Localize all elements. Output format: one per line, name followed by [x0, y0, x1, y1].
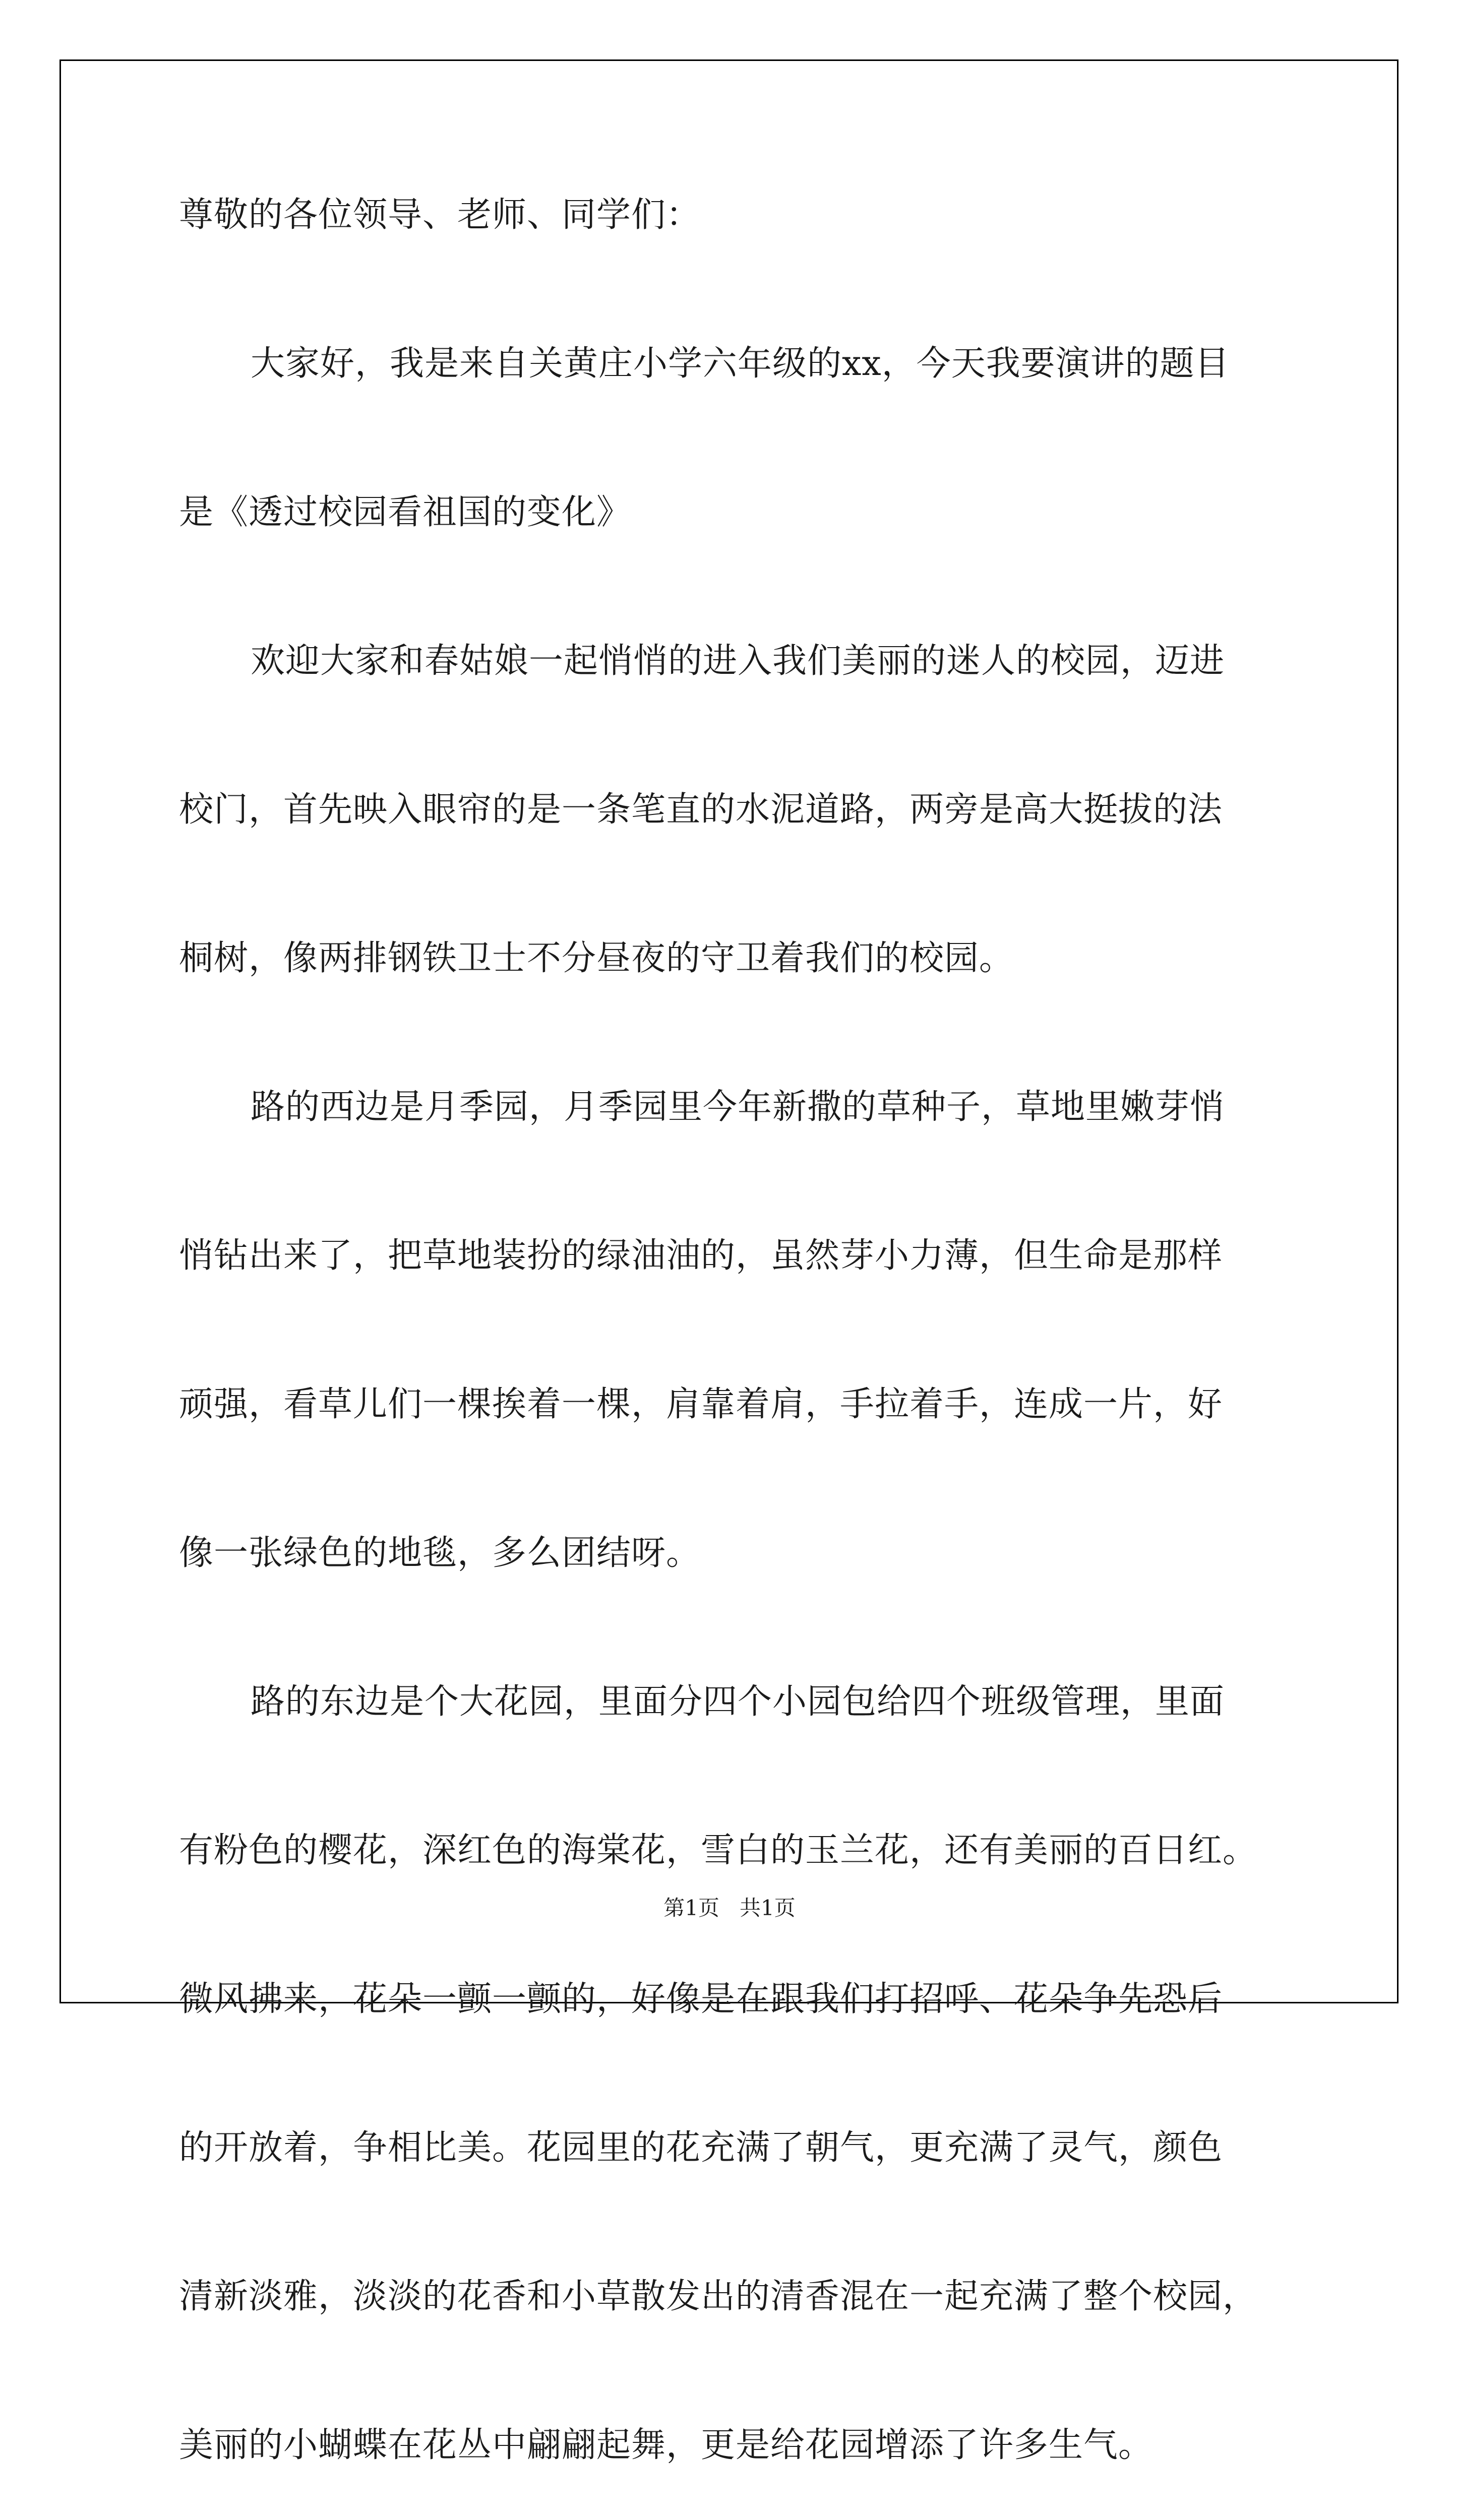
text-line: 路的西边是月季园，月季园里今年新撒的草种子，草地里嫩芽悄 [251, 1087, 1225, 1127]
text-line: 顽强，看草儿们一棵挨着一棵，肩靠着肩，手拉着手，连成一片，好 [179, 1384, 1223, 1424]
text-line: 是《透过校园看祖国的变化》 [179, 492, 632, 532]
text-line: 清新淡雅，淡淡的花香和小草散发出的清香混在一起充满了整个校园， [179, 2277, 1258, 2316]
text-line: 悄钻出来了，把草地装扮的绿油油的，虽然芽小力薄，但生命是那样 [179, 1236, 1223, 1276]
text-line: 欢迎大家和春姑娘一起悄悄的进入我们美丽的迷人的校园，迈进 [251, 641, 1225, 681]
page-footer [0, 1895, 1459, 1921]
page-number-current: 第1页 [663, 1896, 719, 1920]
text-line: 尊敬的各位领导、老师、同学们： [179, 195, 701, 235]
text-line: 像一张绿色的地毯，多么团结呀。 [179, 1533, 701, 1573]
text-line: 美丽的小蝴蝶在花丛中翩翩起舞，更是给花园增添了许多生气。 [179, 2425, 1153, 2465]
text-line: 微风拂来，花朵一颤一颤的，好像是在跟我们打招呼、花朵争先恐后 [179, 1979, 1223, 2019]
text-line: 大家好，我是来自关黄庄小学六年级的xx，今天我要演讲的题目 [251, 344, 1230, 384]
text-line: 路的东边是个大花园，里面分四个小园包给四个班级管理，里面 [251, 1682, 1225, 1722]
document-body [179, 196, 1283, 2520]
page-number-total: 共1页 [740, 1896, 796, 1920]
text-line: 桐树，像两排钢铁卫士不分昼夜的守卫着我们的校园。 [179, 938, 1014, 978]
text-line: 有粉色的樱花，深红色的海棠花，雪白的玉兰花，还有美丽的百日红。 [179, 1831, 1258, 1870]
text-line: 校门，首先映入眼帘的是一条笔直的水泥道路，两旁是高大挺拔的法 [179, 790, 1223, 830]
text-line: 的开放着，争相比美。花园里的花充满了朝气，更充满了灵气，颜色 [179, 2128, 1223, 2168]
